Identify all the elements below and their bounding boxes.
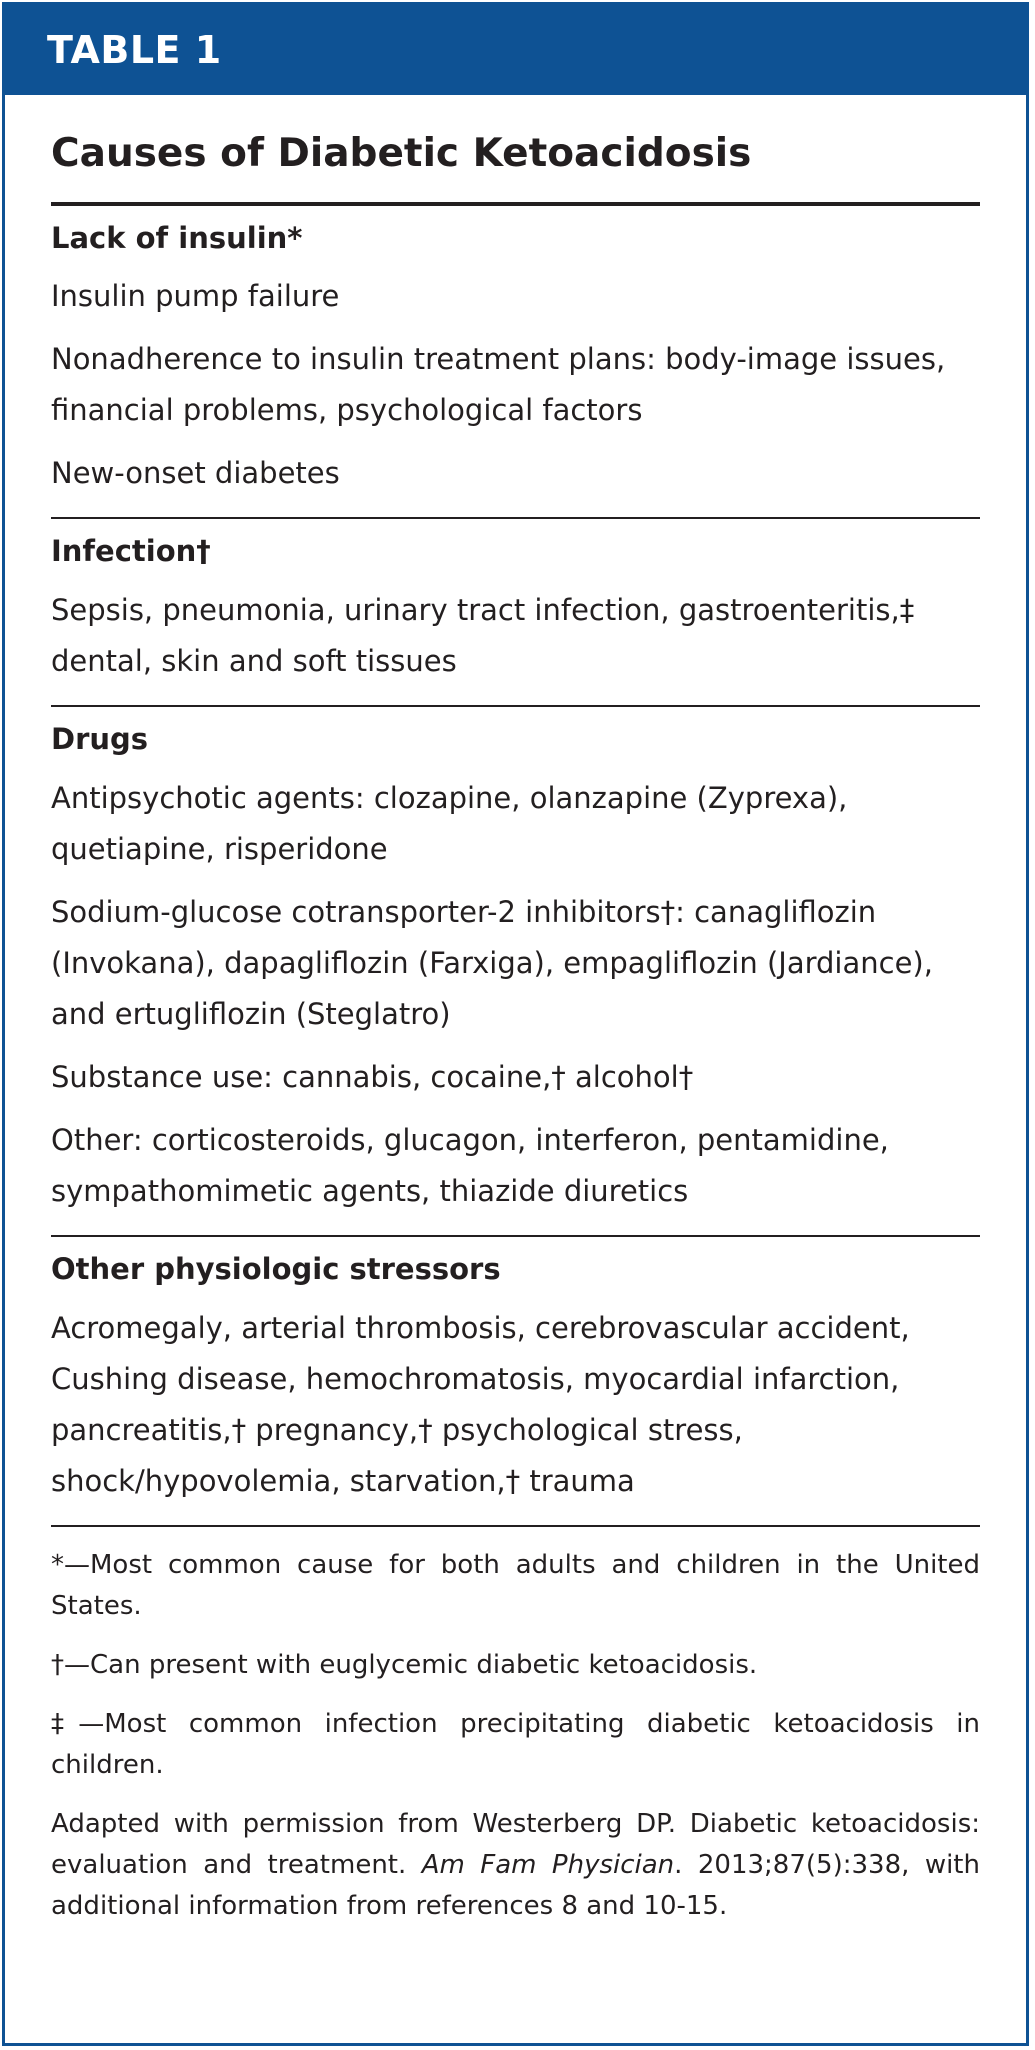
section-other-stressors bbox=[51, 1237, 980, 1527]
source-text-after: . 2013;87(5):338, with additional information from references 8 and 10-15. bbox=[51, 1849, 980, 1921]
section-heading: Drugs bbox=[51, 722, 149, 757]
footnote-dagger: †—Can present with euglycemic diabetic ketoacidosis. bbox=[51, 1649, 758, 1680]
footnotes bbox=[51, 1527, 980, 1927]
section-drugs bbox=[51, 707, 980, 1237]
footnote-asterisk: *—Most common cause for both adults and children in the United States. bbox=[51, 1549, 980, 1621]
table-content bbox=[5, 131, 1026, 1927]
list-item: Sodium-glucose cotransporter-2 inhibitors†: canagliflozin (Invokana), dapagliflozin (Farxiga), empagliflozin (Jardiance), and ertugliflozin (Steglatro) bbox=[51, 894, 933, 1031]
source-citation bbox=[51, 1804, 980, 1927]
section-heading: Infection† bbox=[51, 534, 211, 569]
section-infection bbox=[51, 519, 980, 707]
list-item: Acromegaly, arterial thrombosis, cerebrovascular accident, Cushing disease, hemochromatosis, myocardial infarction, pancreatitis,† pregnancy,† psychological stress, shock/hypovolemia, starvation,† trauma bbox=[51, 1310, 910, 1498]
list-item: Antipsychotic agents: clozapine, olanzapine (Zyprexa), quetiapine, risperidone bbox=[51, 780, 848, 866]
list-item: Sepsis, pneumonia, urinary tract infection, gastroenteritis,‡ dental, skin and soft tissues bbox=[51, 593, 915, 679]
list-item: Insulin pump failure bbox=[51, 279, 340, 314]
list-item: Other: corticosteroids, glucagon, interferon, pentamidine, sympathomimetic agents, thiazide diuretics bbox=[51, 1122, 889, 1208]
footnote-double-dagger: ‡—Most common infection precipitating diabetic ketoacidosis in children. bbox=[51, 1708, 980, 1780]
section-lack-of-insulin bbox=[51, 206, 980, 520]
source-journal: Am Fam Physician bbox=[421, 1849, 675, 1880]
section-heading: Lack of insulin* bbox=[51, 220, 303, 255]
section-heading: Other physiologic stressors bbox=[51, 1251, 501, 1286]
source-text-before: Adapted with permission from Westerberg DP. Diabetic ketoacidosis: evaluation and treatment. bbox=[51, 1808, 980, 1880]
table-label: TABLE 1 bbox=[5, 5, 1026, 95]
list-item: Substance use: cannabis, cocaine,† alcohol† bbox=[51, 1059, 694, 1094]
list-item: New-onset diabetes bbox=[51, 456, 340, 491]
table-frame bbox=[2, 2, 1029, 2046]
table-title: Causes of Diabetic Ketoacidosis bbox=[51, 131, 980, 206]
list-item: Nonadherence to insulin treatment plans: body-image issues, financial problems, psychological factors bbox=[51, 342, 946, 428]
